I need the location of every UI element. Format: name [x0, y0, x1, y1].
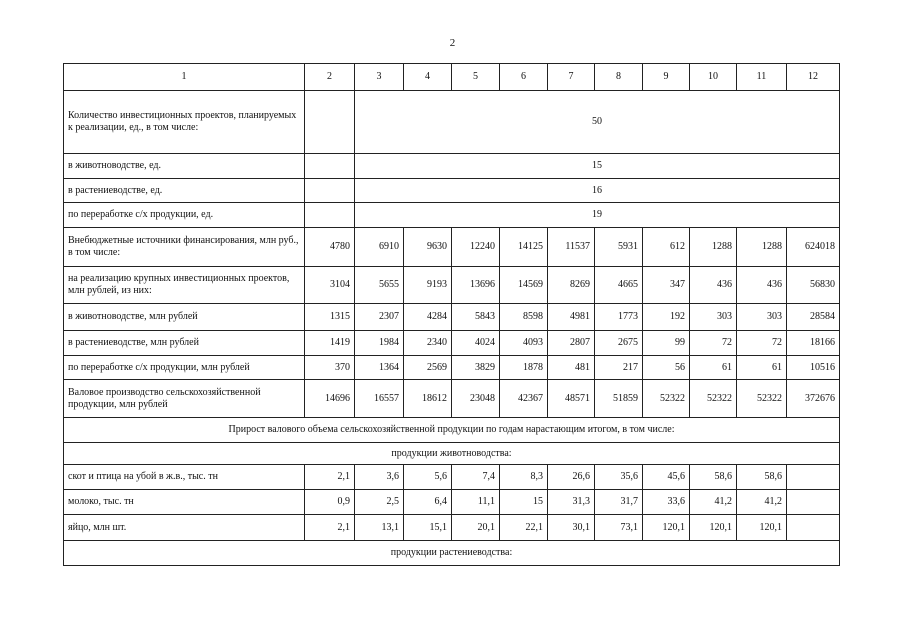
value-cell: 16557 [355, 380, 404, 418]
value-cell: 14696 [305, 380, 355, 418]
value-cell: 2807 [548, 331, 595, 356]
header-cell: 7 [548, 64, 595, 91]
header-cell: 3 [355, 64, 404, 91]
value-cell: 52322 [737, 380, 787, 418]
livestock-heading-row [64, 443, 840, 465]
value-cell: 58,6 [737, 465, 787, 490]
value-cell: 4665 [595, 267, 643, 304]
value-cell: 372676 [787, 380, 840, 418]
value-cell: 18166 [787, 331, 840, 356]
value-cell: 42367 [500, 380, 548, 418]
merged-value-cell: 16 [355, 179, 840, 203]
value-cell: 20,1 [452, 515, 500, 541]
crop-heading-row [64, 541, 840, 566]
value-cell: 120,1 [643, 515, 690, 541]
value-cell: 52322 [643, 380, 690, 418]
value-cell: 2675 [595, 331, 643, 356]
value-cell: 41,2 [690, 490, 737, 515]
value-cell: 7,4 [452, 465, 500, 490]
data-row [64, 356, 840, 380]
value-cell: 1419 [305, 331, 355, 356]
header-cell: 2 [305, 64, 355, 91]
header-cell: 9 [643, 64, 690, 91]
value-cell: 33,6 [643, 490, 690, 515]
value-cell: 72 [737, 331, 787, 356]
value-cell: 612 [643, 228, 690, 267]
row-label: по переработке с/х продукции, ед. [64, 203, 305, 228]
value-cell: 14569 [500, 267, 548, 304]
value-cell: 15,1 [404, 515, 452, 541]
value-cell: 22,1 [500, 515, 548, 541]
header-cell: 4 [404, 64, 452, 91]
value-cell: 1878 [500, 356, 548, 380]
merged-value-cell: 19 [355, 203, 840, 228]
value-cell: 8598 [500, 304, 548, 331]
value-cell: 2307 [355, 304, 404, 331]
value-cell: 1315 [305, 304, 355, 331]
header-cell: 1 [64, 64, 305, 91]
row-label: в животноводстве, млн рублей [64, 304, 305, 331]
value-cell: 13,1 [355, 515, 404, 541]
value-cell: 58,6 [690, 465, 737, 490]
value-cell: 61 [690, 356, 737, 380]
value-cell: 4284 [404, 304, 452, 331]
value-cell: 2,1 [305, 515, 355, 541]
value-cell: 72 [690, 331, 737, 356]
value-cell: 11,1 [452, 490, 500, 515]
value-cell: 347 [643, 267, 690, 304]
value-cell: 2,5 [355, 490, 404, 515]
value-cell: 1984 [355, 331, 404, 356]
row-label: по переработке с/х продукции, млн рублей [64, 356, 305, 380]
value-cell: 13696 [452, 267, 500, 304]
data-row [64, 380, 840, 418]
value-cell: 9193 [404, 267, 452, 304]
value-cell: 436 [737, 267, 787, 304]
value-cell: 4024 [452, 331, 500, 356]
value-cell: 4780 [305, 228, 355, 267]
value-cell: 30,1 [548, 515, 595, 541]
row-label: в растениеводстве, млн рублей [64, 331, 305, 356]
value-cell: 73,1 [595, 515, 643, 541]
value-cell: 51859 [595, 380, 643, 418]
value-cell: 35,6 [595, 465, 643, 490]
value-cell [787, 515, 840, 541]
value-cell: 56830 [787, 267, 840, 304]
value-cell: 2569 [404, 356, 452, 380]
value-cell: 303 [737, 304, 787, 331]
empty-cell [305, 203, 355, 228]
header-cell: 11 [737, 64, 787, 91]
value-cell: 26,6 [548, 465, 595, 490]
value-cell: 18612 [404, 380, 452, 418]
value-cell: 120,1 [737, 515, 787, 541]
value-cell: 5931 [595, 228, 643, 267]
value-cell: 3,6 [355, 465, 404, 490]
value-cell: 0,9 [305, 490, 355, 515]
value-cell: 9630 [404, 228, 452, 267]
value-cell: 6,4 [404, 490, 452, 515]
value-cell: 1288 [737, 228, 787, 267]
value-cell: 1773 [595, 304, 643, 331]
value-cell: 2340 [404, 331, 452, 356]
projects-total-row [64, 91, 840, 154]
value-cell: 192 [643, 304, 690, 331]
value-cell: 624018 [787, 228, 840, 267]
empty-cell [305, 179, 355, 203]
value-cell: 99 [643, 331, 690, 356]
header-cell: 8 [595, 64, 643, 91]
value-cell: 6910 [355, 228, 404, 267]
value-cell: 52322 [690, 380, 737, 418]
value-cell: 56 [643, 356, 690, 380]
value-cell: 14125 [500, 228, 548, 267]
value-cell: 481 [548, 356, 595, 380]
investment-table [63, 63, 840, 566]
header-cell: 10 [690, 64, 737, 91]
merged-value-cell: 15 [355, 154, 840, 179]
value-cell: 11537 [548, 228, 595, 267]
value-cell: 303 [690, 304, 737, 331]
value-cell: 1288 [690, 228, 737, 267]
row-label: яйцо, млн шт. [64, 515, 305, 541]
row-label: Внебюджетные источники финансирования, млн руб., в том числе: [64, 228, 305, 267]
data-row [64, 267, 840, 304]
value-cell: 15 [500, 490, 548, 515]
value-cell: 370 [305, 356, 355, 380]
value-cell: 2,1 [305, 465, 355, 490]
row-label: на реализацию крупных инвестиционных проектов, млн рублей, из них: [64, 267, 305, 304]
header-cell: 5 [452, 64, 500, 91]
projects-crop-row [64, 179, 840, 203]
value-cell: 5,6 [404, 465, 452, 490]
value-cell [787, 465, 840, 490]
value-cell: 3829 [452, 356, 500, 380]
livestock-row [64, 515, 840, 541]
data-row [64, 228, 840, 267]
value-cell: 45,6 [643, 465, 690, 490]
value-cell: 61 [737, 356, 787, 380]
value-cell: 28584 [787, 304, 840, 331]
value-cell: 120,1 [690, 515, 737, 541]
header-row [64, 64, 840, 91]
empty-cell [305, 91, 355, 154]
row-label: Количество инвестиционных проектов, планируемых к реализации, ед., в том числе: [64, 91, 305, 154]
value-cell: 436 [690, 267, 737, 304]
row-label: в животноводстве, ед. [64, 154, 305, 179]
value-cell: 8269 [548, 267, 595, 304]
projects-livestock-row [64, 154, 840, 179]
row-label: скот и птица на убой в ж.в., тыс. тн [64, 465, 305, 490]
section-heading: продукции животноводства: [64, 443, 840, 465]
merged-value-cell: 50 [355, 91, 840, 154]
row-label: молоко, тыс. тн [64, 490, 305, 515]
header-cell: 12 [787, 64, 840, 91]
row-label: в растениеводстве, ед. [64, 179, 305, 203]
value-cell: 4093 [500, 331, 548, 356]
section-heading: продукции растениеводства: [64, 541, 840, 566]
value-cell: 48571 [548, 380, 595, 418]
value-cell: 217 [595, 356, 643, 380]
value-cell: 31,3 [548, 490, 595, 515]
livestock-row [64, 490, 840, 515]
value-cell: 10516 [787, 356, 840, 380]
value-cell [787, 490, 840, 515]
value-cell: 12240 [452, 228, 500, 267]
data-row [64, 331, 840, 356]
section-heading: Прирост валового объема сельскохозяйственной продукции по годам нарастающим итогом, в том числе: [64, 418, 840, 443]
data-row [64, 304, 840, 331]
page-number: 2 [449, 37, 456, 49]
growth-heading-row [64, 418, 840, 443]
empty-cell [305, 154, 355, 179]
projects-processing-row [64, 203, 840, 228]
value-cell: 8,3 [500, 465, 548, 490]
value-cell: 3104 [305, 267, 355, 304]
value-cell: 5843 [452, 304, 500, 331]
value-cell: 5655 [355, 267, 404, 304]
header-cell: 6 [500, 64, 548, 91]
row-label: Валовое производство сельскохозяйственной продукции, млн рублей [64, 380, 305, 418]
value-cell: 31,7 [595, 490, 643, 515]
value-cell: 23048 [452, 380, 500, 418]
value-cell: 1364 [355, 356, 404, 380]
value-cell: 4981 [548, 304, 595, 331]
value-cell: 41,2 [737, 490, 787, 515]
livestock-row [64, 465, 840, 490]
